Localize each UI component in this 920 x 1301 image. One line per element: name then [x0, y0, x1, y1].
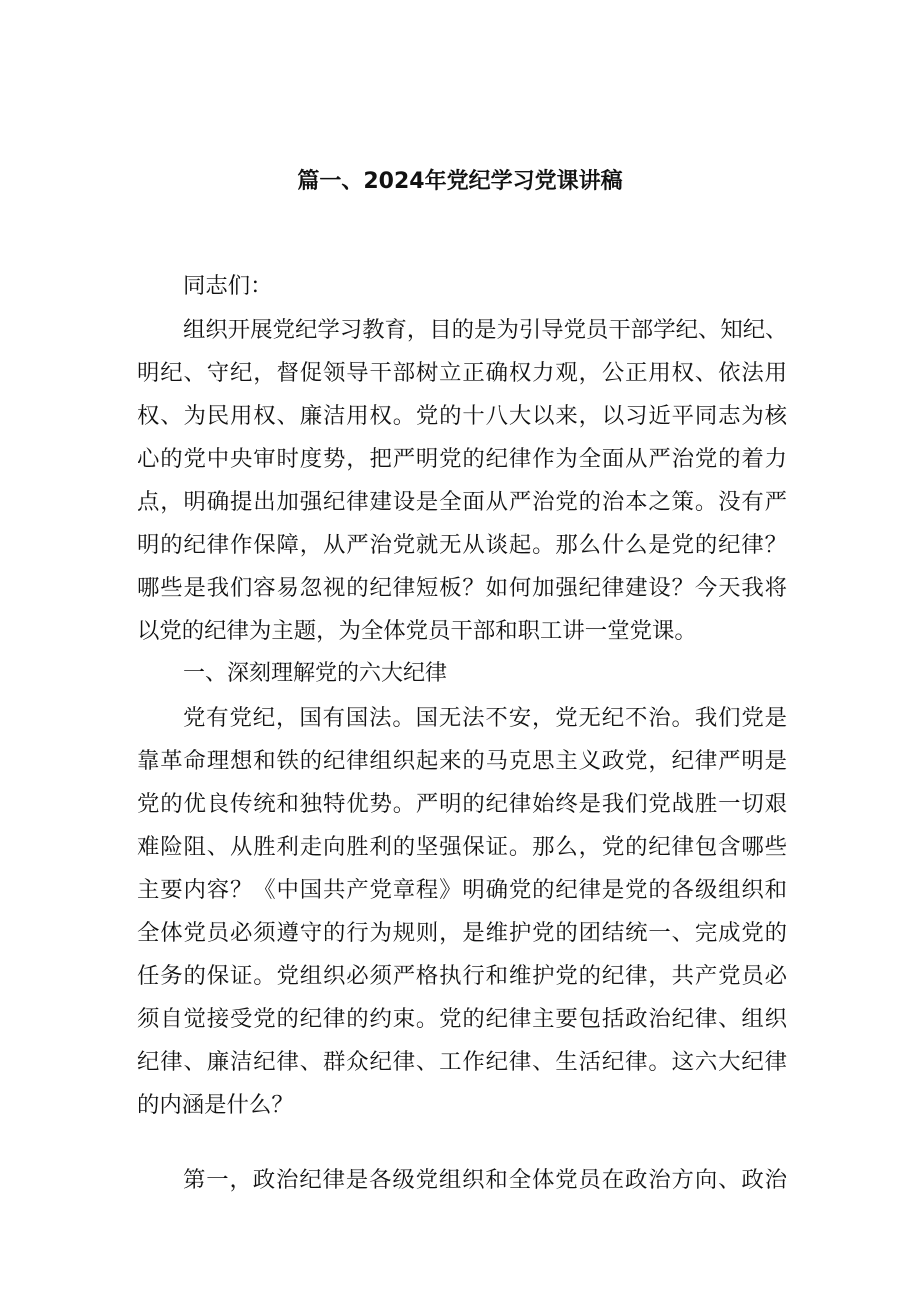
- paragraph2-line: 须自觉接受党的纪律的约束。党的纪律主要包括政治纪律、组织: [137, 1006, 787, 1032]
- paragraph1-line: 哪些是我们容易忽视的纪律短板？如何加强纪律建设？今天我将: [137, 575, 787, 601]
- paragraph1-line: 组织开展党纪学习教育，目的是为引导党员干部学纪、知纪、: [183, 317, 788, 343]
- paragraph2-line: 靠革命理想和铁的纪律组织起来的马克思主义政党，纪律严明是: [137, 748, 787, 774]
- paragraph2-line: 党有党纪，国有国法。国无法不安，党无纪不治。我们党是: [183, 705, 787, 731]
- salutation: 同志们：: [183, 273, 273, 299]
- document-title: 篇一、2024年党纪学习党课讲稿: [297, 169, 623, 194]
- paragraph1-line: 明纪、守纪，督促领导干部树立正确权力观，公正用权、依法用: [137, 360, 787, 386]
- paragraph1-line: 以党的纪律为主题，为全体党员干部和职工讲一堂党课。: [137, 618, 697, 644]
- paragraph1-line: 权、为民用权、廉洁用权。党的十八大以来，以习近平同志为核: [137, 403, 787, 429]
- paragraph2-line: 全体党员必须遵守的行为规则，是维护党的团结统一、完成党的: [137, 920, 787, 946]
- paragraph2-line: 党的优良传统和独特优势。严明的纪律始终是我们党战胜一切艰: [137, 791, 787, 817]
- section-heading: 一、深刻理解党的六大纪律: [183, 661, 448, 686]
- paragraph3-line: 第一，政治纪律是各级党组织和全体党员在政治方向、政治: [183, 1167, 787, 1193]
- paragraph2-line: 难险阻、从胜利走向胜利的坚强保证。那么，党的纪律包含哪些: [137, 834, 787, 860]
- paragraph1-line: 明的纪律作保障，从严治党就无从谈起。那么什么是党的纪律？: [137, 532, 787, 558]
- paragraph2-line: 主要内容？《中国共产党章程》明确党的纪律是党的各级组织和: [137, 877, 787, 903]
- paragraph2-line: 的内涵是什么？: [137, 1092, 294, 1118]
- paragraph2-line: 纪律、廉洁纪律、群众纪律、工作纪律、生活纪律。这六大纪律: [137, 1049, 787, 1075]
- paragraph1-line: 点，明确提出加强纪律建设是全面从严治党的治本之策。没有严: [137, 489, 787, 515]
- paragraph2-line: 任务的保证。党组织必须严格执行和维护党的纪律，共产党员必: [137, 963, 787, 989]
- paragraph1-line: 心的党中央审时度势，把严明党的纪律作为全面从严治党的着力: [137, 446, 787, 472]
